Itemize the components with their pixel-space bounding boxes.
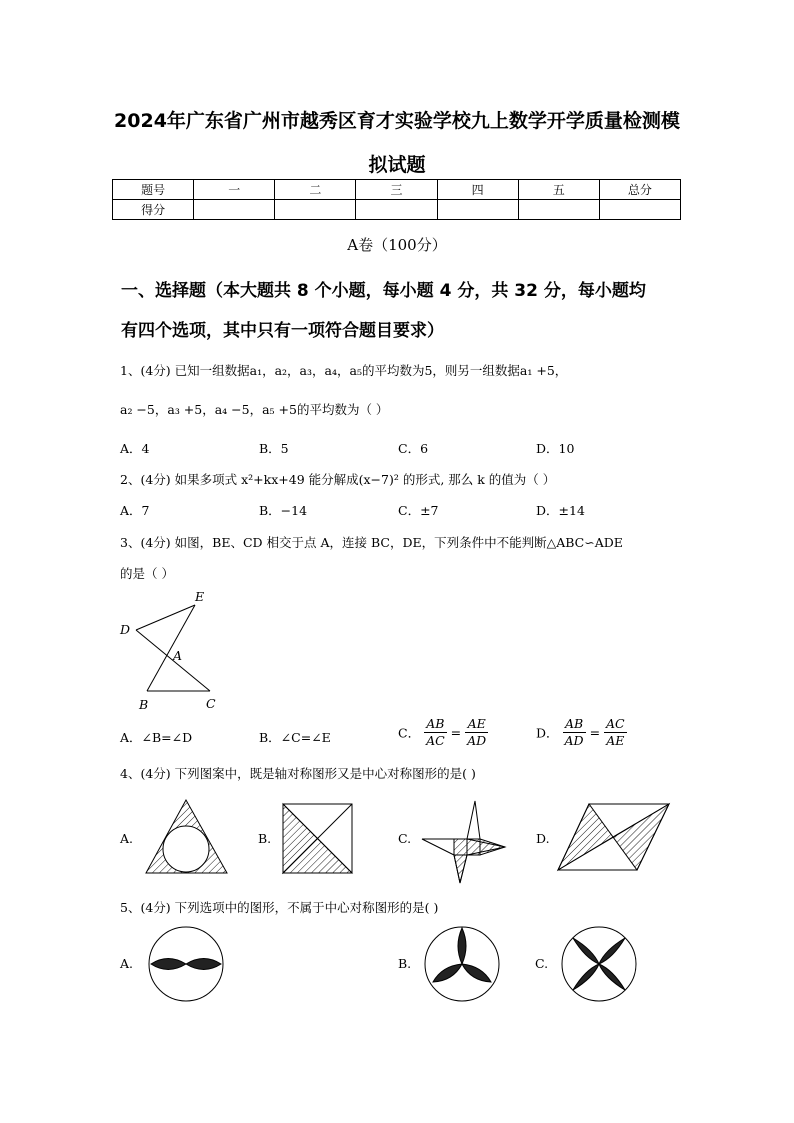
fraction (465, 716, 488, 749)
q2-option-d: D．±14 (536, 503, 585, 518)
q4-figure-a-triangle-circle (143, 797, 233, 877)
fraction-numerator: AC (606, 716, 625, 731)
score-cell (518, 200, 599, 220)
score-header-cell: 三 (356, 180, 437, 200)
fraction-numerator: AB (424, 716, 447, 733)
q5-figure-b-three-leaves (424, 925, 504, 1005)
q1-option-c: C．6 (398, 441, 429, 456)
score-cell (275, 200, 356, 220)
score-header-cell: 总分 (599, 180, 680, 200)
q4-figure-d-parallelogram (557, 803, 672, 875)
q3-label-e: E (195, 589, 205, 604)
fraction-numerator: AB (563, 716, 586, 733)
segment-de (136, 605, 195, 630)
score-cell (599, 200, 680, 220)
q3-label-a: A (173, 648, 183, 663)
q4-figure-b-square (282, 803, 354, 875)
q3-option-c (398, 716, 488, 749)
score-cell (356, 200, 437, 220)
fraction-denominator: AD (467, 733, 487, 748)
exam-title-line1: 2024年广东省广州市越秀区育才实验学校九上数学开学质量检测模 (114, 110, 680, 132)
equals-sign: = (589, 725, 601, 740)
q5-figure-a-two-leaves (147, 925, 227, 1005)
score-cell (437, 200, 518, 220)
q5-option-c: C. (535, 956, 549, 971)
score-header-cell: 题号 (113, 180, 194, 200)
score-table-header-row (113, 180, 681, 200)
score-table (112, 179, 681, 220)
q3-option-c-prefix: C． (398, 725, 421, 741)
q3-option-d-prefix: D． (536, 725, 559, 741)
score-table-score-row (113, 200, 681, 220)
q2-option-c: C．±7 (398, 503, 439, 518)
q3-text-line1: 3、(4分) 如图，BE、CD 相交于点 A，连接 BC，DE，下列条件中不能判断△ABC∽ADE (120, 535, 623, 550)
q4-text: 4、(4分) 下列图案中，既是轴对称图形又是中心对称图形的是( ) (120, 766, 476, 781)
q3-option-a: A．∠B=∠D (120, 730, 193, 745)
fraction-denominator: AD (564, 733, 584, 748)
q5-option-b: B. (398, 956, 412, 971)
q3-label-b: B (139, 697, 149, 712)
q3-option-b: B．∠C=∠E (259, 730, 331, 745)
fraction (563, 716, 586, 749)
q4-option-a: A. (120, 831, 134, 846)
q1-text-line2: a₂ −5，a₃ +5，a₄ −5，a₅ +5的平均数为（ ） (120, 402, 389, 417)
score-header-cell: 一 (194, 180, 275, 200)
q3-option-d (536, 716, 627, 749)
score-header-cell: 二 (275, 180, 356, 200)
fraction-denominator: AC (426, 733, 445, 748)
q5-figure-c-four-leaves (561, 925, 641, 1005)
section1-heading-line2: 有四个选项，其中只有一项符合题目要求） (121, 321, 444, 341)
q3-text-line2: 的是（ ） (120, 566, 174, 581)
q2-option-a: A．7 (120, 503, 150, 518)
score-header-cell: 四 (437, 180, 518, 200)
volume-title: A卷（100分） (347, 236, 447, 254)
q3-label-d: D (120, 622, 131, 637)
q2-option-b: B．−14 (259, 503, 308, 518)
section1-heading-line1: 一、选择题（本大题共 8 个小题，每小题 4 分，共 32 分，每小题均 (121, 281, 646, 301)
equals-sign: = (450, 725, 462, 740)
segment-eb (147, 605, 195, 691)
fraction-numerator: AE (465, 716, 488, 733)
score-header-cell: 五 (518, 180, 599, 200)
exam-title-line2: 拟试题 (368, 154, 426, 176)
q5-text: 5、(4分) 下列选项中的图形，不属于中心对称图形的是( ) (120, 900, 439, 915)
q4-option-d: D. (536, 831, 550, 846)
q5-option-a: A. (120, 956, 134, 971)
fraction (604, 716, 627, 749)
q3-label-c: C (206, 696, 216, 711)
q1-text-line1: 1、(4分) 已知一组数据a₁，a₂，a₃，a₄，a₅的平均数为5，则另一组数据a₁ +5， (120, 363, 568, 378)
q4-option-c: C. (398, 831, 412, 846)
fraction (424, 716, 447, 749)
score-cell (194, 200, 275, 220)
q1-option-b: B．5 (259, 441, 289, 456)
q1-option-d: D．10 (536, 441, 575, 456)
q1-option-a: A．4 (120, 441, 150, 456)
fraction-denominator: AE (606, 733, 625, 748)
q4-figure-c-pinwheel (420, 799, 515, 884)
score-row-label: 得分 (113, 200, 194, 220)
q4-option-b: B. (258, 831, 272, 846)
q2-text: 2、(4分) 如果多项式 x²+kx+49 能分解成(x−7)² 的形式, 那么 k 的值为（ ） (120, 472, 556, 487)
